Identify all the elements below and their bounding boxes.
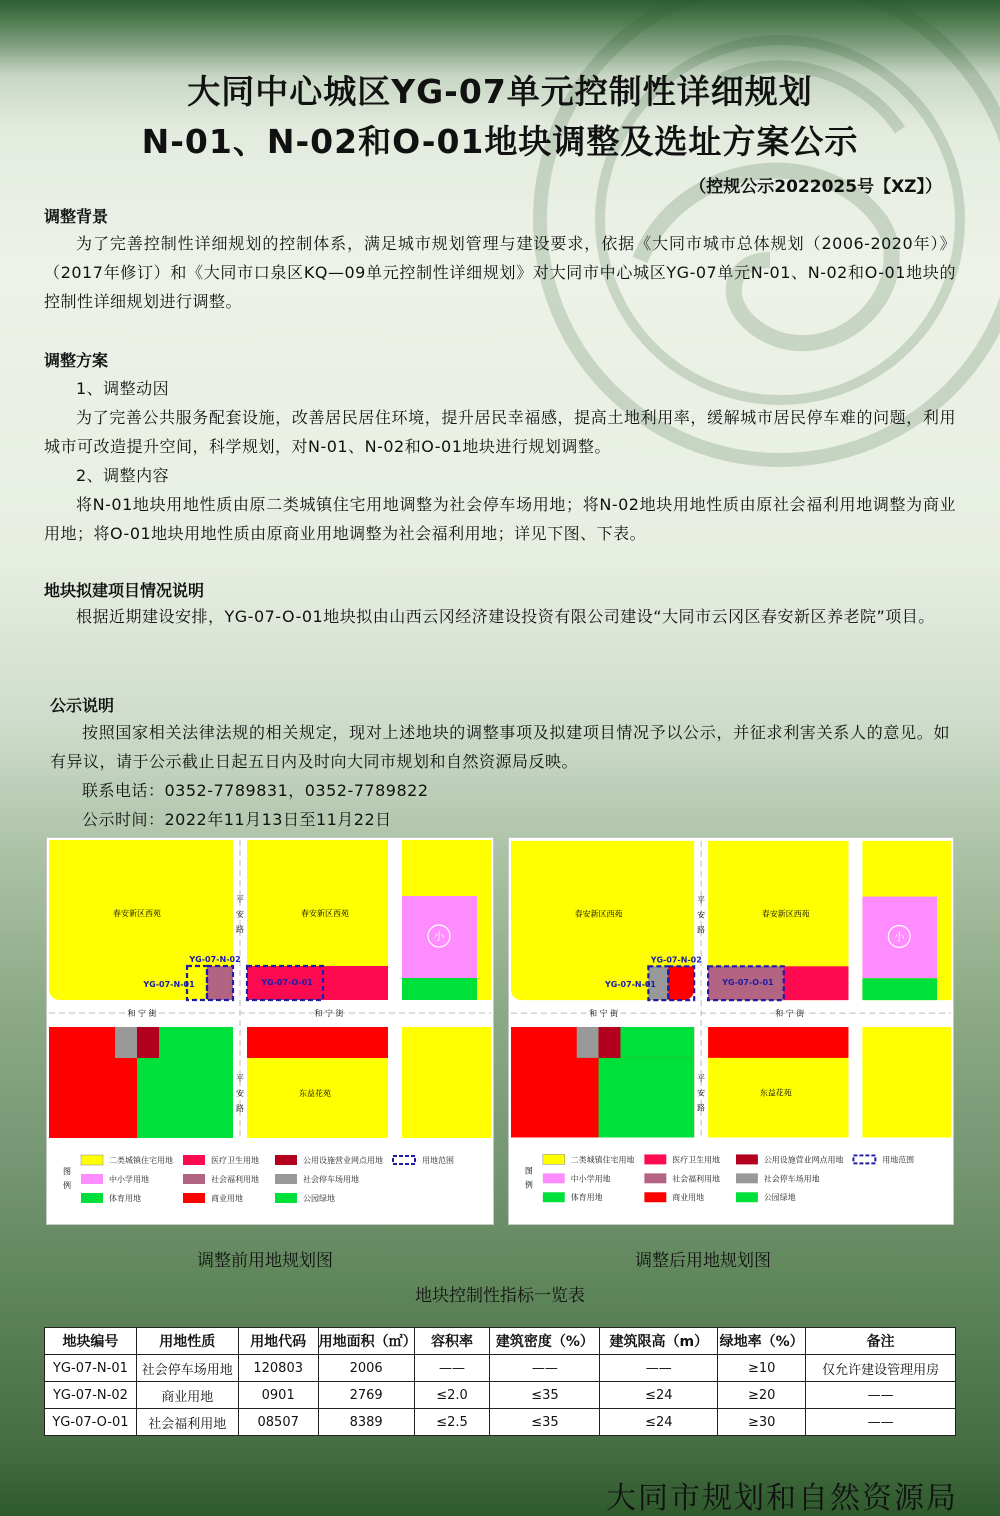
page-title-line1: 大同中心城区YG-07单元控制性详细规划 xyxy=(187,72,813,111)
block-utility xyxy=(137,1027,159,1058)
legend-title-1: 图 xyxy=(63,1167,71,1176)
legend-swatch-commercial xyxy=(644,1192,666,1202)
th-plot-id: 地块编号 xyxy=(45,1328,137,1355)
legend-label-boundary: 用地范围 xyxy=(882,1155,915,1165)
map-after-svg xyxy=(509,838,953,1224)
road-ping-an-5: 安 xyxy=(697,1088,706,1098)
road-ping-an-3: 路 xyxy=(236,925,244,934)
label-west-garden-2: 春安新区西苑 xyxy=(301,909,349,918)
legend-swatch-medical xyxy=(183,1155,205,1165)
legend-after xyxy=(543,1154,914,1202)
road-ping-an-2: 安 xyxy=(697,910,706,920)
road-ping-an-4: 平 xyxy=(697,1073,706,1083)
th-height: 建筑限高（m） xyxy=(600,1328,718,1355)
legend-swatch-sports xyxy=(543,1192,565,1202)
cell-land-use: 社会停车场用地 xyxy=(136,1355,238,1382)
legend-swatch-boundary xyxy=(853,1155,875,1163)
cell-plot-id: YG-07-O-01 xyxy=(45,1409,137,1436)
plan-section xyxy=(44,374,956,548)
road-he-ning-1: 和 宁 街 xyxy=(127,1009,157,1018)
road-ping-an-2: 安 xyxy=(236,910,244,919)
legend-label-school: 中小学用地 xyxy=(109,1175,149,1184)
legend-label-parking: 社会停车场用地 xyxy=(303,1175,359,1184)
label-east-garden: 东益花苑 xyxy=(299,1089,331,1098)
legend-swatch-parking xyxy=(275,1174,297,1184)
road-ping-an-6: 路 xyxy=(236,1104,244,1113)
school-label: 小 xyxy=(893,930,905,944)
cell-green: ≥30 xyxy=(718,1409,806,1436)
block-parking xyxy=(577,1027,599,1058)
legend-swatch-medical xyxy=(644,1154,666,1164)
road-ping-an-4: 平 xyxy=(236,1074,244,1083)
road-he-ning-2: 和 宁 街 xyxy=(775,1009,805,1019)
cell-height: ≤24 xyxy=(600,1409,718,1436)
table-row xyxy=(45,1355,956,1382)
page-title-line2: N-01、N-02和O-01地块调整及选址方案公示 xyxy=(141,122,859,161)
legend-swatch-utility xyxy=(275,1155,297,1165)
legend-swatch-park xyxy=(275,1193,297,1203)
legend-swatch-residential xyxy=(543,1154,565,1164)
table-header-row xyxy=(45,1328,956,1355)
legend-label-school: 中小学用地 xyxy=(570,1174,611,1184)
th-land-code: 用地代码 xyxy=(238,1328,318,1355)
th-far: 容积率 xyxy=(414,1328,490,1355)
block-se-residential xyxy=(862,1027,951,1138)
cell-far: —— xyxy=(414,1355,490,1382)
legend-label-medical: 医疗卫生用地 xyxy=(211,1156,259,1165)
block-utility xyxy=(599,1027,621,1058)
block-sw-green-top xyxy=(159,1027,233,1058)
block-nw-residential xyxy=(49,840,233,1000)
cell-far: ≤2.0 xyxy=(414,1382,490,1409)
legend-label-residential: 二类城镇住宅用地 xyxy=(109,1156,173,1165)
legend-swatch-residential xyxy=(81,1155,103,1165)
table-title: 地块控制性指标一览表 xyxy=(415,1286,585,1306)
legend-label-parking: 社会停车场用地 xyxy=(763,1174,820,1184)
legend-swatch-parking xyxy=(736,1173,758,1183)
th-notes: 备注 xyxy=(806,1328,956,1355)
block-se-residential xyxy=(402,1027,491,1138)
map-before-svg xyxy=(47,838,493,1224)
legend-swatch-utility xyxy=(736,1154,758,1164)
legend-swatch-commercial xyxy=(183,1193,205,1203)
legend-label-sports: 体育用地 xyxy=(109,1194,141,1203)
cell-height: —— xyxy=(600,1355,718,1382)
block-n02-commercial xyxy=(668,966,694,1000)
notice-period: 公示时间：2022年11月13日至11月22日 xyxy=(82,810,392,829)
label-o01: YG-07-O-01 xyxy=(722,978,774,988)
legend-title-1: 图 xyxy=(524,1166,533,1176)
cell-notes: —— xyxy=(806,1409,956,1436)
legend-swatch-welfare xyxy=(183,1174,205,1184)
caption-after: 调整后用地规划图 xyxy=(635,1251,771,1271)
cell-density: —— xyxy=(490,1355,600,1382)
th-area: 用地面积（㎡） xyxy=(318,1328,414,1355)
cell-density: ≤35 xyxy=(490,1382,600,1409)
legend-swatch-boundary xyxy=(393,1156,415,1164)
legend-title-2: 例 xyxy=(524,1180,533,1190)
label-west-garden: 春安新区西苑 xyxy=(113,909,161,918)
table-row xyxy=(45,1382,956,1409)
label-n01: YG-07-N-01 xyxy=(143,980,195,989)
block-sports xyxy=(402,978,477,1000)
th-density: 建筑密度（%） xyxy=(490,1328,600,1355)
cell-notes: —— xyxy=(806,1382,956,1409)
block-sw-green xyxy=(599,1058,695,1138)
plan-sub2: 2、调整内容 xyxy=(76,466,170,485)
legend-swatch-sports xyxy=(81,1193,103,1203)
plan-sub1: 1、调整动因 xyxy=(76,379,170,398)
cell-area: 8389 xyxy=(318,1409,414,1436)
cell-green: ≥10 xyxy=(718,1355,806,1382)
block-sw-green-top xyxy=(620,1027,694,1058)
cell-area: 2769 xyxy=(318,1382,414,1409)
plan-text1: 为了完善公共服务配套设施，改善居民居住环境，提升居民幸福感，提高土地利用率，缓解城市居民停车难的问题，利用城市可改造提升空间，科学规划，对N-01、N-02和O-01地块进行规划调整。 xyxy=(44,408,956,456)
label-n02: YG-07-N-02 xyxy=(650,955,702,965)
cell-area: 2006 xyxy=(318,1355,414,1382)
project-text: 根据近期建设安排，YG-07-O-01地块拟由山西云冈经济建设投资有限公司建设“大同市云冈区春安新区养老院”项目。 xyxy=(76,607,935,626)
cell-notes: 仅允许建设管理用房 xyxy=(806,1355,956,1382)
label-n02: YG-07-N-02 xyxy=(189,955,241,964)
block-sc-commercial xyxy=(247,1027,388,1058)
block-sc-commercial xyxy=(708,1027,848,1058)
school-label: 小 xyxy=(433,930,445,943)
block-n02-welfare xyxy=(207,966,233,1000)
cell-density: ≤35 xyxy=(490,1409,600,1436)
legend-swatch-welfare xyxy=(644,1173,666,1183)
notice-text: 按照国家相关法律法规的相关规定，现对上述地块的调整事项及拟建项目情况予以公示，并征求利害关系人的意见。如有异议，请于公示截止日起五日内及时向大同市规划和自然资源局反映。 xyxy=(50,723,950,771)
road-ping-an-6: 路 xyxy=(697,1103,706,1113)
label-west-garden-2: 春安新区西苑 xyxy=(761,909,810,919)
legend-label-residential: 二类城镇住宅用地 xyxy=(570,1155,635,1165)
legend-label-boundary: 用地范围 xyxy=(422,1156,454,1165)
label-o01: YG-07-O-01 xyxy=(261,978,313,987)
legend-swatch-park xyxy=(736,1192,758,1202)
block-sports xyxy=(862,978,937,1000)
background-text: 为了完善控制性详细规划的控制体系，满足城市规划管理与建设要求，依据《大同市城市总体规划（2006-2020年）》（2017年修订）和《大同市口泉区KQ—09单元控制性详细规划》对大同市中心城区YG-07单元N-01、N-02和O-01地块的控制性详细规划进行调整。 xyxy=(44,234,956,311)
heading-plan: 调整方案 xyxy=(44,351,109,370)
road-ping-an-3: 路 xyxy=(697,925,706,935)
cell-plot-id: YG-07-N-01 xyxy=(45,1355,137,1382)
label-east-garden: 东益花苑 xyxy=(759,1088,792,1098)
road-he-ning-1: 和 宁 街 xyxy=(589,1009,619,1019)
heading-project: 地块拟建项目情况说明 xyxy=(44,581,205,600)
th-green: 绿地率（%） xyxy=(718,1328,806,1355)
background-section xyxy=(44,229,956,316)
heading-notice: 公示说明 xyxy=(50,696,115,715)
cell-far: ≤2.5 xyxy=(414,1409,490,1436)
legend-label-park: 公园绿地 xyxy=(303,1194,335,1203)
cell-land-use: 商业用地 xyxy=(136,1382,238,1409)
caption-before: 调整前用地规划图 xyxy=(197,1251,333,1271)
notice-number: （控规公示2022025号【XZ】） xyxy=(689,177,942,197)
issuing-authority: 大同市规划和自然资源局 xyxy=(606,1481,958,1516)
cell-green: ≥20 xyxy=(718,1382,806,1409)
cell-land-code: 08507 xyxy=(238,1409,318,1436)
legend-label-commercial: 商业用地 xyxy=(672,1193,705,1203)
road-ping-an-5: 安 xyxy=(236,1089,244,1098)
heading-background: 调整背景 xyxy=(44,207,109,226)
legend-label-medical: 医疗卫生用地 xyxy=(672,1155,720,1165)
legend-label-park: 公园绿地 xyxy=(763,1193,796,1203)
cell-plot-id: YG-07-N-02 xyxy=(45,1382,137,1409)
map-after xyxy=(508,837,954,1225)
contact-phone: 联系电话：0352-7789831，0352-7789822 xyxy=(82,781,429,800)
legend-label-sports: 体育用地 xyxy=(570,1193,603,1203)
notice-section xyxy=(50,718,950,834)
legend-label-utility: 公用设施营业网点用地 xyxy=(763,1155,844,1165)
cell-height: ≤24 xyxy=(600,1382,718,1409)
plan-text2: 将N-01地块用地性质由原二类城镇住宅用地调整为社会停车场用地；将N-02地块用地性质由原社会福利用地调整为商业用地；将O-01地块用地性质由原商业用地调整为社会福利用地；详见下图、下表。 xyxy=(44,495,956,543)
cell-land-code: 0901 xyxy=(238,1382,318,1409)
legend-label-welfare: 社会福利用地 xyxy=(211,1175,259,1184)
road-ping-an-1: 平 xyxy=(236,895,244,904)
legend-title-2: 例 xyxy=(63,1181,71,1190)
index-table xyxy=(44,1327,956,1436)
map-before xyxy=(46,837,494,1225)
legend-label-welfare: 社会福利用地 xyxy=(672,1174,720,1184)
project-section xyxy=(44,602,956,631)
legend-swatch-school xyxy=(81,1174,103,1184)
legend-label-utility: 公用设施营业网点用地 xyxy=(303,1156,383,1165)
cell-land-use: 社会福利用地 xyxy=(136,1409,238,1436)
block-parking xyxy=(115,1027,137,1058)
label-n01: YG-07-N-01 xyxy=(604,980,656,990)
legend-swatch-school xyxy=(543,1173,565,1183)
legend-before xyxy=(81,1155,454,1203)
label-west-garden: 春安新区西苑 xyxy=(574,909,623,919)
road-he-ning-2: 和 宁 街 xyxy=(314,1009,344,1018)
road-ping-an-1: 平 xyxy=(697,895,706,905)
legend-label-commercial: 商业用地 xyxy=(211,1194,243,1203)
block-sw-green xyxy=(137,1058,233,1138)
th-land-use: 用地性质 xyxy=(136,1328,238,1355)
table-row xyxy=(45,1409,956,1436)
cell-land-code: 120803 xyxy=(238,1355,318,1382)
